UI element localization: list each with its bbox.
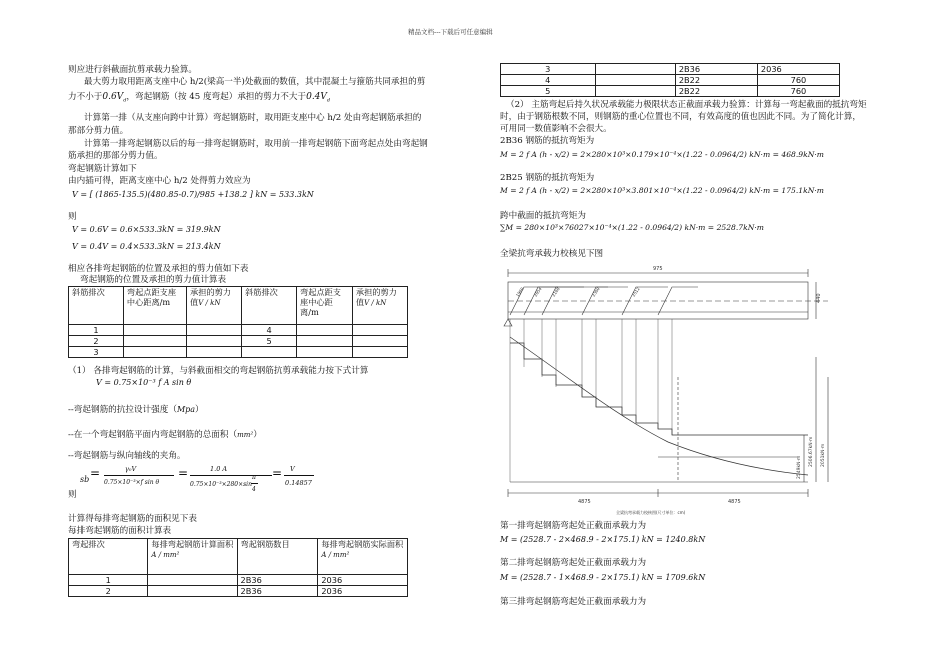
table-cell [595, 64, 675, 75]
paragraph: --弯起钢筋的抗拉设计强度（Mpa） [68, 405, 204, 415]
math: 0.75×10⁻³×f sin θ [104, 479, 160, 486]
paragraph: 全梁抗弯承载力校核见下图 [500, 249, 604, 259]
text: --在一个弯起钢筋平面内弯起钢筋的总面积（ [68, 430, 238, 440]
fraction-bar [104, 475, 174, 476]
table-header: 斜筋排次 [69, 287, 124, 325]
table-cell: 3 [501, 64, 596, 75]
paragraph: 2B25 钢筋的抵抗弯矩为 [500, 173, 595, 183]
text: 力不小于 [68, 92, 103, 102]
paragraph: 相应各排弯起钢筋的位置及承担的剪力值如下表 [68, 264, 249, 274]
table-cell: 2 [69, 586, 148, 597]
math: 0.6V [102, 92, 124, 102]
table-header: 斜筋排次 [242, 287, 297, 325]
moment-capacity-diagram [498, 257, 843, 519]
paragraph: --弯起钢筋与纵向轴线的夹角。 [68, 451, 186, 461]
moment-label: 2051kN·m [821, 443, 826, 467]
table-header: 弯起点距支座中心距离/m [297, 287, 353, 325]
paragraph: 筋承担的那部分剪力值。 [68, 151, 163, 161]
paragraph: 跨中截面的抵抗弯矩为 [500, 211, 586, 221]
text: ，弯起钢筋（按 45 度弯起）承担的剪力不大于 [126, 92, 307, 102]
header-text: 承担的剪力值 [190, 287, 231, 307]
math: 1.0 A [210, 465, 228, 473]
dimension-label: 4875 [728, 499, 741, 505]
table-cell [148, 575, 237, 586]
figure-caption: 全梁抗弯承载力校核图(尺寸单位：cm) [616, 510, 686, 515]
paragraph: 则应进行斜截面抗剪承载力验算。 [68, 65, 197, 75]
resistance-steps [510, 343, 808, 435]
bar-label: 1960 [514, 286, 525, 298]
table-row [69, 347, 408, 358]
equals-sign: = [90, 466, 101, 480]
table-caption: 弯起钢筋的位置及承担的剪力值计算表 [80, 275, 227, 285]
table-cell: 5 [242, 336, 297, 347]
table-cell: 2036 [318, 586, 408, 597]
unit: V / kN [364, 299, 387, 307]
unit: mm² [237, 431, 254, 439]
paragraph: 第一排弯起钢筋弯起处正截面承载力为 [500, 521, 647, 531]
table-cell: 4 [242, 325, 297, 336]
shear-table [68, 286, 408, 358]
table-cell: 4 [501, 75, 596, 86]
beam-outline [508, 282, 808, 319]
table-row [501, 75, 840, 86]
table-header [187, 287, 242, 325]
table-header: 弯起排次 [69, 539, 148, 575]
unit: Mpa [176, 405, 196, 414]
table-row [69, 575, 408, 586]
moment-label: 2506.67kN·m [809, 436, 814, 467]
table-row [501, 64, 840, 75]
table-cell [352, 336, 407, 347]
table-header [318, 539, 408, 575]
table-cell: 2B36 [675, 64, 757, 75]
equation-r2: M = (2528.7 - 1×468.9 - 2×175.1) kN = 1709.6kN [500, 573, 706, 582]
equation-msum: ∑M = 280×10³×76027×10⁻⁴×(1.22 - 0.0964/2) kN·m = 2528.7kN·m [500, 223, 764, 232]
equals-sign: = [178, 466, 189, 480]
table-cell: 2 [69, 336, 124, 347]
paragraph: （1） 各排弯起钢筋的计算，与斜截面相交的弯起钢筋抗剪承载能力按下式计算 [68, 366, 369, 376]
equation-vd: V = [ (1865-135.5)(480.85-0.7)/985 +138.2 ] kN = 533.3kN [72, 190, 314, 199]
table-cell [187, 336, 242, 347]
table-cell [352, 325, 407, 336]
table-header: 弯起钢筋数目 [237, 539, 318, 575]
table-cell [297, 347, 353, 358]
math: γ₀V [125, 465, 137, 473]
paragraph: --在一个弯起钢筋平面内弯起钢筋的总面积（mm²） [68, 430, 262, 440]
equation-m1: M = 2 f A (h - x/2) = 2×280×10³×0.179×10⁻⁴×(1.22 - 0.0964/2) kN·m = 468.9kN·m [500, 150, 824, 159]
fraction-bar [251, 483, 258, 484]
paragraph: 那部分剪力值。 [68, 126, 129, 136]
area-table [68, 538, 408, 597]
math: 4 [252, 486, 256, 493]
paragraph: （2） 主筋弯起后持久状况承载能力极限状态正截面承载力验算：计算每一弯起截面的抵抗弯矩 [506, 100, 867, 110]
header-text: 每排弯起钢筋实际面积 [321, 539, 404, 549]
equation-m2: M = 2 f A (h - x/2) = 2×280×10³×3.801×10⁻⁴×(1.22 - 0.0964/2) kN·m = 175.1kN·m [500, 186, 824, 195]
table-cell [123, 347, 186, 358]
table-cell: 760 [757, 86, 839, 97]
table-cell [187, 325, 242, 336]
paragraph: 第二排弯起钢筋弯起处正截面承载力为 [500, 558, 647, 568]
paragraph: 力不小于$0.6V_d$，弯起钢筋（按 45 度弯起）承担的剪力不大于$0.4V_d$ [68, 92, 331, 104]
header-text: 每排弯起钢筋计算面积 [151, 539, 234, 549]
table-cell [297, 336, 353, 347]
support-icon [504, 319, 512, 326]
table-cell [595, 75, 675, 86]
dimension-label: 975 [653, 266, 663, 272]
equation-r1: M = (2528.7 - 2×468.9 - 2×175.1) kN = 1240.8kN [500, 535, 706, 544]
table-cell [123, 336, 186, 347]
paragraph: 计算得每排弯起钢筋的面积见下表 [68, 514, 197, 524]
paragraph: 最大剪力取用距离支座中心 h/2(梁高一半)处截面的数值，其中混凝土与箍筋共同承担的剪 [84, 77, 426, 87]
table-row [501, 86, 840, 97]
bar-label: 2300 [590, 286, 601, 298]
table-cell: 2036 [757, 64, 839, 75]
table-row [69, 586, 408, 597]
table-cell: 760 [757, 75, 839, 86]
table-cell [123, 325, 186, 336]
table-header [148, 539, 237, 575]
table-cell: 2B36 [237, 575, 318, 586]
fraction-bar [284, 475, 314, 476]
paragraph: 计算第一排（从支座向跨中计算）弯起钢筋时，取用距支座中心 h/2 处由弯起钢筋承担的 [84, 113, 422, 123]
math: 0.14857 [285, 479, 312, 487]
paragraph: 弯起钢筋计算如下 [68, 164, 137, 174]
paragraph: 计算第一排弯起钢筋以后的每一排弯起钢筋时，取用前一排弯起钢筋下面弯起点处由弯起钢 [84, 139, 428, 149]
math: 0.75×10⁻³×280×sin [190, 481, 252, 488]
bar-label: 2054 [532, 286, 543, 298]
table-cell [242, 347, 297, 358]
math: sb [80, 475, 90, 484]
fraction-bar [190, 475, 272, 476]
page-header: 精品文档---下载后可任意编辑 [408, 28, 493, 36]
table-header [352, 287, 407, 325]
table-cell [187, 347, 242, 358]
equation-vsb: V = 0.4V = 0.4×533.3kN = 213.4kN [72, 242, 221, 251]
bar-label: 2512 [630, 286, 641, 298]
equation-vcs: V = 0.6V = 0.6×533.3kN = 319.9kN [72, 225, 221, 234]
dimension-label: 4875 [578, 499, 591, 505]
unit: A / mm² [321, 551, 350, 559]
table-cell: 2B22 [675, 75, 757, 86]
bar-label: 2168 [550, 286, 561, 298]
header-text: 承担的剪力值 [355, 287, 397, 307]
table-cell: 2036 [318, 575, 408, 586]
paragraph: 由内插可得，距离支座中心 h/2 处得剪力效应为 [68, 176, 251, 186]
moment-label: 2549kN·m [797, 455, 802, 479]
table-cell: 2B36 [237, 586, 318, 597]
equation-vsb2: V = 0.75×10⁻³ f A sin θ [96, 378, 192, 387]
paragraph: 第三排弯起钢筋弯起处正截面承载力为 [500, 597, 647, 607]
table-cell [352, 347, 407, 358]
equals-sign: = [272, 466, 283, 480]
dimension-label: 440 [816, 293, 822, 303]
table-cell: 1 [69, 325, 124, 336]
table-caption: 每排弯起钢筋的面积计算表 [68, 526, 172, 536]
unit: A / mm² [151, 551, 180, 559]
text: 则 [68, 212, 77, 222]
math: V [290, 465, 295, 473]
table-row [69, 336, 408, 347]
table-cell [297, 325, 353, 336]
text: 则 [68, 490, 77, 500]
paragraph: 2B36 钢筋的抵抗弯矩为 [500, 136, 595, 146]
text: --弯起钢筋的抗拉设计强度（ [68, 405, 177, 415]
paragraph: 时，由于钢筋根数不同，则钢筋的重心位置也不同，有效高度的值也因此不同。为了简化计算， [500, 112, 861, 122]
math: π [252, 474, 256, 481]
table-header: 弯起点距支座中心距离/m [123, 287, 186, 325]
table-cell [595, 86, 675, 97]
unit: V / kN [198, 299, 221, 307]
table-cell: 2B22 [675, 86, 757, 97]
table-cell: 3 [69, 347, 124, 358]
paragraph: 可用同一数值影响不会很大。 [500, 124, 612, 134]
table-cell [148, 586, 237, 597]
table-cell: 1 [69, 575, 148, 586]
table-row [69, 325, 408, 336]
table-cell: 5 [501, 86, 596, 97]
math: 0.4V [306, 92, 327, 102]
area-table-continued [500, 63, 840, 97]
moment-envelope [510, 337, 808, 475]
